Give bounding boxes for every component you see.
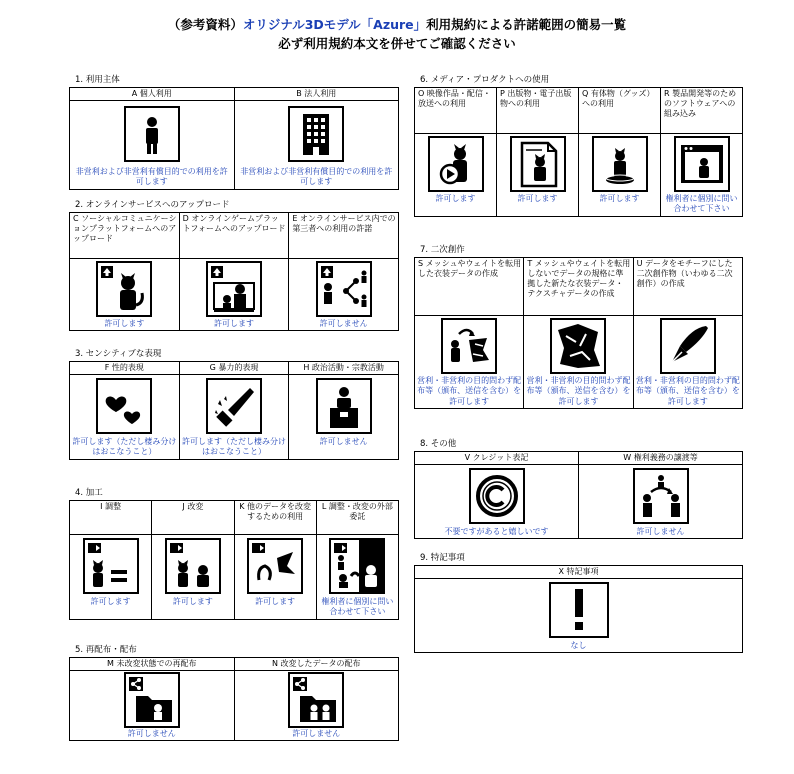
title-prefix: （参考資料）	[167, 17, 243, 32]
modify-other-icon	[247, 538, 303, 594]
item-status: 許可しません	[289, 437, 399, 460]
item-status: 許可します	[234, 597, 316, 620]
item-status: 権利者に個別に問い合わせて下さい	[661, 194, 743, 217]
item-status: 許可しません	[579, 527, 743, 539]
section-title: 1. 利用主体	[75, 75, 120, 85]
section-title: 4. 加工	[75, 488, 103, 498]
item-header: H 政治活動・宗教活動	[289, 362, 399, 375]
section-user	[69, 73, 399, 190]
item-status: 許可しません	[70, 729, 235, 741]
item-header: C ソーシャルコミュニケーションプラットフォームへのアップロード	[70, 213, 180, 259]
item-header: G 暴力的表現	[179, 362, 289, 375]
section-title: 5. 再配布・配布	[75, 645, 137, 655]
item-status: 許可しません	[289, 319, 399, 331]
section-sensitive	[69, 347, 399, 460]
section-media	[414, 73, 743, 217]
podium-icon	[316, 378, 372, 434]
item-header: N 改変したデータの配布	[234, 658, 399, 671]
section-title: 9. 特記事項	[420, 553, 465, 563]
item-header: T メッシュやウェイトを転用しないでデータの規格に準拠した新たな衣装データ・テクスチャデータの作成	[524, 258, 633, 316]
section-title: 8. その他	[420, 439, 457, 449]
item-status: 営利・非営利の目的問わず配布等（頒布、送信を含む）を許可します	[415, 376, 524, 409]
game-upload-icon	[206, 261, 262, 317]
goods-icon	[592, 136, 648, 192]
item-header: F 性的表現	[70, 362, 180, 375]
page-subtitle: 必ず利用規約本文を併せてご確認ください	[278, 36, 516, 51]
section-other	[414, 437, 743, 539]
transfer-rights-icon	[633, 468, 689, 524]
item-header: U データをモチーフにした二次創作物（いわゆる二次創作）の作成	[633, 258, 742, 316]
item-status: 非営利および非営利有償目的での利用を許可します	[234, 167, 399, 190]
mesh-transfer-icon	[441, 318, 497, 374]
adjust-icon	[83, 538, 139, 594]
item-status: 許可します	[70, 597, 152, 620]
hearts-icon	[96, 378, 152, 434]
redistribute-icon	[124, 672, 180, 728]
item-header: D オンラインゲームプラットフォームへのアップロード	[179, 213, 289, 259]
item-header: O 映像作品・配信・放送への利用	[415, 88, 497, 134]
section-redistribution	[69, 643, 399, 741]
copyright-icon	[469, 468, 525, 524]
item-header: E オンラインサービス内での第三者への利用の許諾	[289, 213, 399, 259]
page-title	[0, 15, 794, 33]
item-status: 許可します	[152, 597, 234, 620]
item-status: 営利・非営利の目的問わず配布等（頒布、送信を含む）を許可します	[633, 376, 742, 409]
item-status: 許可しません	[234, 729, 399, 741]
item-status: 非営利および非営利有償目的での利用を許可します	[70, 167, 235, 190]
social-upload-icon	[96, 261, 152, 317]
item-status: 営利・非営利の目的問わず配布等（頒布、送信を含む）を許可します	[524, 376, 633, 409]
person-icon	[124, 106, 180, 162]
pen-icon	[660, 318, 716, 374]
knife-icon	[206, 378, 262, 434]
item-header: J 改変	[152, 501, 234, 535]
video-icon	[428, 136, 484, 192]
item-header: V クレジット表記	[415, 452, 579, 465]
item-header: I 調整	[70, 501, 152, 535]
item-header: L 調整・改変の外部委託	[316, 501, 398, 535]
item-status: 許可します（ただし棲み分けはおこなうこと）	[70, 437, 180, 460]
item-header: K 他のデータを改変するための利用	[234, 501, 316, 535]
section-title: 2. オンラインサービスへのアップロード	[75, 200, 230, 210]
new-costume-icon	[550, 318, 606, 374]
title-suffix: 利用規約による許諾範囲の簡易一覧	[426, 17, 627, 32]
third-party-share-icon	[316, 261, 372, 317]
exclamation-icon	[549, 582, 609, 638]
section-title: 7. 二次創作	[420, 245, 465, 255]
item-header: X 特記事項	[415, 566, 743, 579]
software-icon	[674, 136, 730, 192]
item-status: 許可します	[579, 194, 661, 217]
item-status: 許可します（ただし棲み分けはおこなうこと）	[179, 437, 289, 460]
item-status: 許可します	[497, 194, 579, 217]
item-header: S メッシュやウェイトを転用した衣装データの作成	[415, 258, 524, 316]
modify-icon	[165, 538, 221, 594]
section-special-notes	[414, 551, 743, 653]
item-header: M 未改変状態での再配布	[70, 658, 235, 671]
title-model: オリジナル3Dモデル「Azure」	[242, 17, 427, 32]
item-status: 権利者に個別に問い合わせて下さい	[316, 597, 398, 620]
section-title: 6. メディア・プロダクトへの使用	[420, 75, 550, 85]
item-header: P 出版物・電子出版物への利用	[497, 88, 579, 134]
item-status: 許可します	[415, 194, 497, 217]
section-online-upload	[69, 198, 399, 331]
section-processing	[69, 486, 399, 620]
section-derivative	[414, 243, 743, 409]
item-header: Q 有体物（グッズ）への利用	[579, 88, 661, 134]
item-status: なし	[415, 641, 743, 653]
item-header: A 個人利用	[70, 88, 235, 101]
item-status: 不要ですがあると嬉しいです	[415, 527, 579, 539]
item-status: 許可します	[179, 319, 289, 331]
building-icon	[288, 106, 344, 162]
item-status: 許可します	[70, 319, 180, 331]
item-header: B 法人利用	[234, 88, 399, 101]
distribute-modified-icon	[288, 672, 344, 728]
outsource-icon	[329, 538, 385, 594]
item-header: W 権利義務の譲渡等	[579, 452, 743, 465]
item-header: R 製品開発等のためのソフトウェアへの組み込み	[661, 88, 743, 134]
section-title: 3. センシティブな表現	[75, 349, 162, 359]
publication-icon	[510, 136, 566, 192]
